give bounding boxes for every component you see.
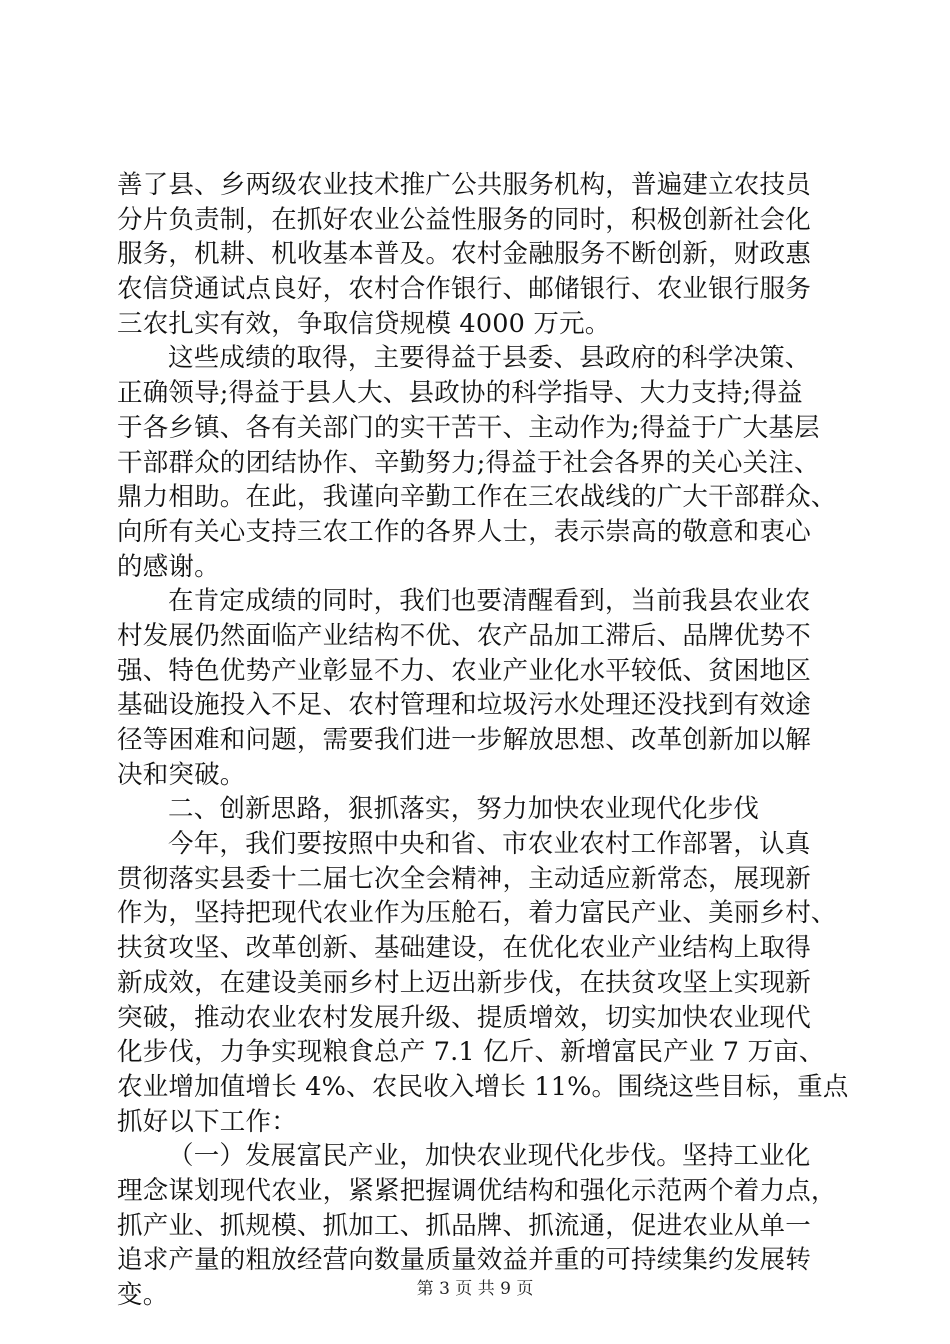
- text-line: 三农扎实有效，争取信贷规模 4000 万元。: [117, 308, 611, 339]
- text-line: 服务，机耕、机收基本普及。农村金融服务不断创新，财政惠: [117, 239, 811, 270]
- text-line: 抓好以下工作：: [117, 1106, 297, 1137]
- text-line: 这些成绩的取得，主要得益于县委、县政府的科学决策、: [168, 343, 811, 374]
- text-line: 农信贷通试点良好，农村合作银行、邮储银行、农业银行服务: [117, 274, 811, 305]
- text-line: 于各乡镇、各有关部门的实干苦干、主动作为;得益于广大基层: [117, 412, 820, 443]
- text-line: （一）发展富民产业，加快农业现代化步伐。坚持工业化: [168, 1141, 811, 1172]
- text-line: 决和突破。: [117, 759, 246, 790]
- text-line: 理念谋划现代农业，紧紧把握调优结构和强化示范两个着力点，: [117, 1175, 837, 1206]
- text-line: 径等困难和问题，需要我们进一步解放思想、改革创新加以解: [117, 725, 811, 755]
- page-number-footer: 第 3 页 共 9 页: [416, 1279, 534, 1299]
- text-line: 抓产业、抓规模、抓加工、抓品牌、抓流通，促进农业从单一: [117, 1210, 811, 1241]
- text-line: 在肯定成绩的同时，我们也要清醒看到，当前我县农业农: [168, 586, 811, 617]
- text-line: 干部群众的团结协作、辛勤努力;得益于社会各界的关心关注、: [117, 447, 820, 478]
- text-line: 化步伐，力争实现粮食总产 7.1 亿斤、新增富民产业 7 万亩、: [117, 1037, 825, 1068]
- text-line: 追求产量的粗放经营向数量质量效益并重的可持续集约发展转: [117, 1245, 811, 1276]
- text-line: 村发展仍然面临产业结构不优、农产品加工滞后、品牌优势不: [117, 620, 811, 651]
- text-line: 正确领导;得益于县人大、县政协的科学指导、大力支持;得益: [117, 378, 803, 409]
- text-line: 扶贫攻坚、改革创新、基础建设，在优化农业产业结构上取得: [117, 933, 811, 964]
- text-line: 作为，坚持把现代农业作为压舱石，着力富民产业、美丽乡村、: [117, 898, 837, 929]
- text-line: 新成效，在建设美丽乡村上迈出新步伐，在扶贫攻坚上实现新: [117, 967, 811, 998]
- text-line: 分片负责制，在抓好农业公益性服务的同时，积极创新社会化: [117, 204, 811, 235]
- text-line: 的感谢。: [117, 551, 220, 582]
- text-line: 农业增加值增长 4%、农民收入增长 11%。围绕这些目标，重点: [117, 1071, 849, 1102]
- document-body: [117, 168, 849, 1313]
- text-line: 向所有关心支持三农工作的各界人士，表示崇高的敬意和衷心: [117, 516, 811, 547]
- text-line: 今年，我们要按照中央和省、市农业农村工作部署，认真: [168, 829, 811, 860]
- text-line: 鼎力相助。在此，我谨向辛勤工作在三农战线的广大干部群众、: [117, 482, 837, 513]
- text-line: 突破，推动农业农村发展升级、提质增效，切实加快农业现代: [117, 1002, 811, 1033]
- text-line: 贯彻落实县委十二届七次全会精神，主动适应新常态，展现新: [117, 863, 811, 894]
- text-line: 强、特色优势产业彰显不力、农业产业化水平较低、贫困地区: [117, 655, 811, 686]
- text-line: 基础设施投入不足、农村管理和垃圾污水处理还没找到有效途: [117, 690, 811, 721]
- text-line: 善了县、乡两级农业技术推广公共服务机构，普遍建立农技员: [117, 170, 811, 200]
- text-line: 变。: [117, 1280, 169, 1310]
- text-line: 二、创新思路，狠抓落实，努力加快农业现代化步伐: [168, 794, 760, 825]
